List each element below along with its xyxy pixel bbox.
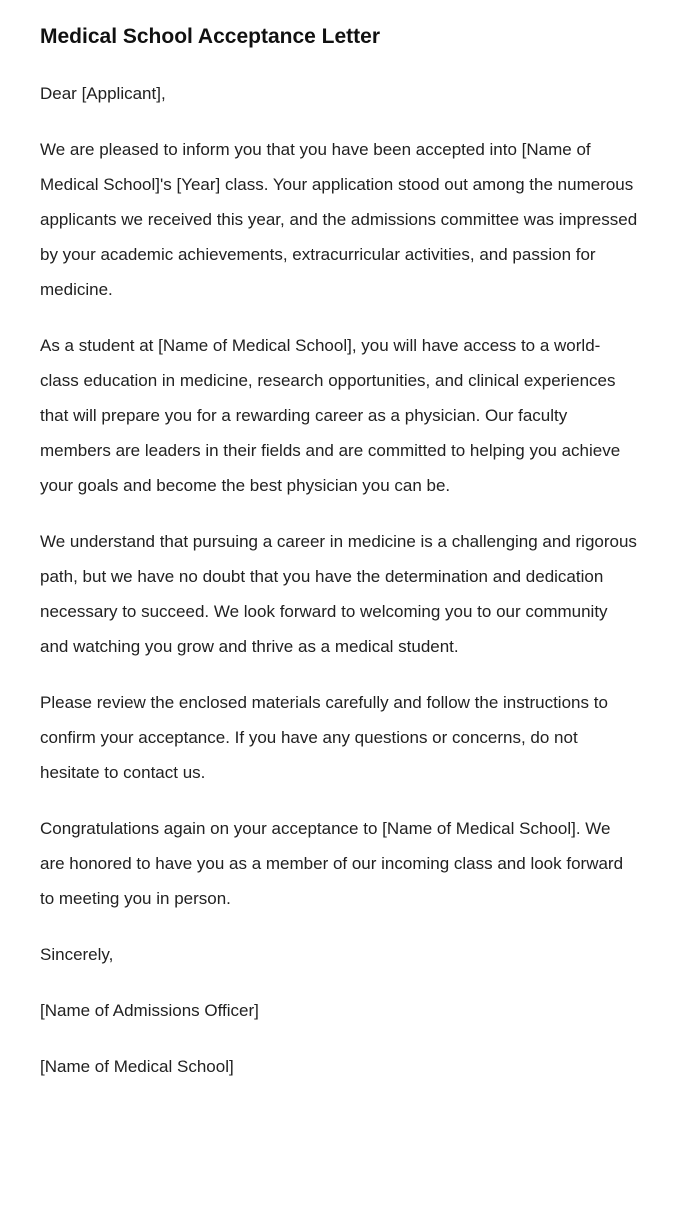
letter-signature-line: [Name of Medical School] — [40, 1057, 234, 1077]
letter-paragraph: We are pleased to inform you that you have been accepted into [Name of Medical School]'s [Year] class. Your application stood out among the numerous applicants we received this year, and the admissions committee was impressed by your academic achievements, extracurricular activities, and passion for medicine. — [40, 140, 638, 300]
letter-paragraph: We understand that pursuing a career in medicine is a challenging and rigorous path, but we have no doubt that you have the determination and dedication necessary to succeed. We look forward to welcoming you to our community and watching you grow and thrive as a medical student. — [40, 532, 637, 657]
letter-closing: Sincerely, — [40, 945, 114, 965]
letter-paragraph: As a student at [Name of Medical School], you will have access to a world-class education in medicine, research opportunities, and clinical experiences that will prepare you for a rewarding career as a physician. Our faculty members are leaders in their fields and are committed to helping you achieve your goals and become the best physician you can be. — [40, 336, 621, 496]
letter-paragraph: Congratulations again on your acceptance to [Name of Medical School]. We are honored to have you as a member of our incoming class and look forward to meeting you in person. — [40, 819, 624, 909]
letter-title: Medical School Acceptance Letter — [40, 25, 380, 48]
letter-paragraph: Please review the enclosed materials carefully and follow the instructions to confirm your acceptance. If you have any questions or concerns, do not hesitate to contact us. — [40, 693, 608, 783]
letter-salutation: Dear [Applicant], — [40, 84, 166, 104]
letter-signature-line: [Name of Admissions Officer] — [40, 1001, 259, 1021]
